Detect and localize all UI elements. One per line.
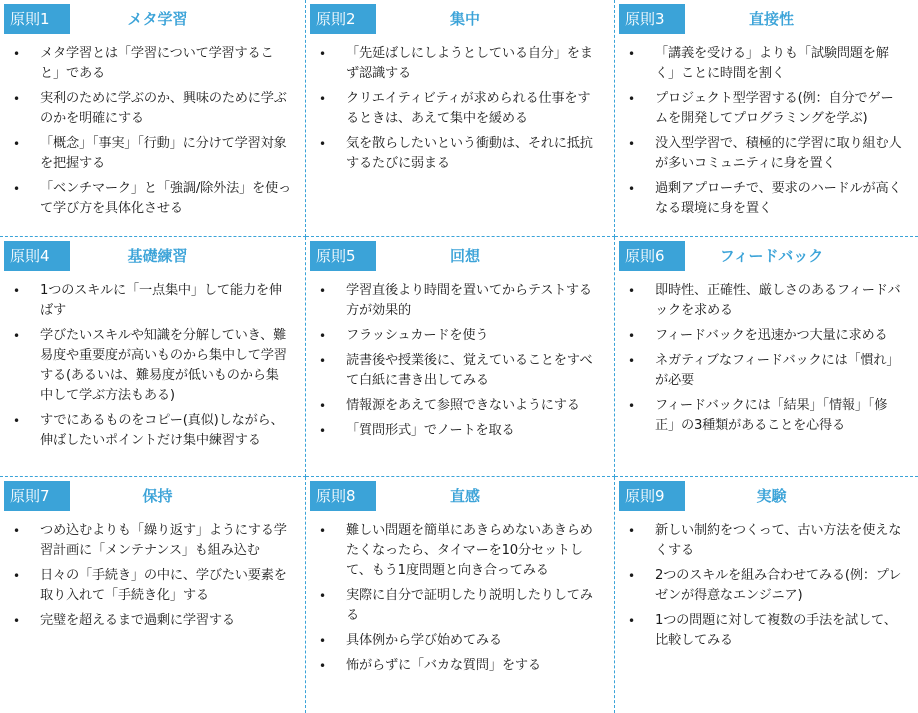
list-item: • ネガティブなフィードバックには「慣れ」が必要 <box>655 351 904 391</box>
principle-card-9 <box>615 477 918 713</box>
principle-card-3 <box>615 0 918 237</box>
principle-title: 直感 <box>449 487 480 505</box>
list-item: • 「質問形式」でノートを取る <box>346 421 600 441</box>
list-item: • 没入型学習で、積極的に学習に取り組む人が多いコミュニティに身を置く <box>655 134 904 174</box>
principle-card-4 <box>0 237 306 477</box>
list-item: • 「先延ばしにしようとしている自分」をまず認識する <box>346 44 600 84</box>
principle-title: 実験 <box>756 487 787 505</box>
list-item: • メタ学習とは「学習について学習すること」である <box>40 44 291 84</box>
list-item: • 「ベンチマーク」と「強調/除外法」を使って学び方を具体化させる <box>40 179 291 219</box>
list-item: • 即時性、正確性、厳しさのあるフィードバックを求める <box>655 281 904 321</box>
principle-list <box>615 277 918 436</box>
card-header <box>615 237 918 277</box>
list-item: • 怖がらずに「バカな質問」をする <box>346 656 600 676</box>
principle-card-7 <box>0 477 306 713</box>
principle-title: 保持 <box>142 487 173 505</box>
principle-list <box>306 40 614 174</box>
list-item: • 2つのスキルを組み合わせてみる(例：プレゼンが得意なエンジニア) <box>655 566 904 606</box>
list-item: • 学習直後より時間を置いてからテストする方が効果的 <box>346 281 600 321</box>
principle-card-2 <box>306 0 615 237</box>
list-item: • 新しい制約をつくって、古い方法を使えなくする <box>655 521 904 561</box>
card-header <box>0 0 305 40</box>
card-header <box>615 477 918 517</box>
list-item: • フィードバックを迅速かつ大量に求める <box>655 326 904 346</box>
principle-list <box>615 40 918 219</box>
principle-list <box>0 517 305 631</box>
card-header <box>306 0 614 40</box>
card-header <box>306 477 614 517</box>
principle-tag: 原則4 <box>4 241 70 271</box>
list-item: • 「概念」「事実」「行動」に分けて学習対象を把握する <box>40 134 291 174</box>
list-item: • プロジェクト型学習する(例：自分でゲームを開発してプログラミングを学ぶ) <box>655 89 904 129</box>
principle-card-5 <box>306 237 615 477</box>
principle-tag: 原則8 <box>310 481 376 511</box>
principle-list <box>0 277 305 451</box>
principle-list <box>306 517 614 676</box>
principle-card-6 <box>615 237 918 477</box>
list-item: • 1つのスキルに「一点集中」して能力を伸ばす <box>40 281 291 321</box>
list-item: • 難しい問題を簡単にあきらめないあきらめたくなったら、タイマーを10分セットして、もう1度問題と向き合ってみる <box>346 521 600 581</box>
principle-title: メタ学習 <box>127 10 188 28</box>
principle-title: 集中 <box>449 10 480 28</box>
principle-title: 直接性 <box>748 10 794 28</box>
card-header <box>0 237 305 277</box>
principle-tag: 原則5 <box>310 241 376 271</box>
principle-tag: 原則2 <box>310 4 376 34</box>
principle-tag: 原則7 <box>4 481 70 511</box>
principle-title: 回想 <box>449 247 480 265</box>
list-item: • フラッシュカードを使う <box>346 326 600 346</box>
principle-list <box>615 517 918 651</box>
list-item: • フィードバックには「結果」「情報」「修正」の3種類があることを心得る <box>655 396 904 436</box>
list-item: • 実利のために学ぶのか、興味のために学ぶのかを明確にする <box>40 89 291 129</box>
principle-card-8 <box>306 477 615 713</box>
list-item: • 気を散らしたいという衝動は、それに抵抗するたびに弱まる <box>346 134 600 174</box>
list-item: • 具体例から学び始めてみる <box>346 631 600 651</box>
list-item: • 過剰アプローチで、要求のハードルが高くなる環境に身を置く <box>655 179 904 219</box>
card-header <box>306 237 614 277</box>
list-item: • 読書後や授業後に、覚えていることをすべて白紙に書き出してみる <box>346 351 600 391</box>
list-item: • つめ込むよりも「繰り返す」ようにする学習計画に「メンテナンス」も組み込む <box>40 521 291 561</box>
principle-tag: 原則9 <box>619 481 685 511</box>
principle-tag: 原則6 <box>619 241 685 271</box>
card-header <box>0 477 305 517</box>
list-item: • 完璧を超えるまで過剰に学習する <box>40 611 291 631</box>
list-item: • 1つの問題に対して複数の手法を試して、比較してみる <box>655 611 904 651</box>
principle-tag: 原則1 <box>4 4 70 34</box>
card-header <box>615 0 918 40</box>
list-item: • 「講義を受ける」よりも「試験問題を解く」ことに時間を割く <box>655 44 904 84</box>
list-item: • 学びたいスキルや知識を分解していき、難易度や重要度が高いものから集中して学習する(あるいは、難易度が低いものから集中して学ぶ方法もある) <box>40 326 291 406</box>
principle-title: 基礎練習 <box>127 247 188 265</box>
list-item: • 情報源をあえて参照できないようにする <box>346 396 600 416</box>
principle-card-1 <box>0 0 306 237</box>
list-item: • すでにあるものをコピー(真似)しながら、伸ばしたいポイントだけ集中練習する <box>40 411 291 451</box>
list-item: • 実際に自分で証明したり説明したりしてみる <box>346 586 600 626</box>
principle-list <box>0 40 305 219</box>
principle-title: フィードバック <box>719 247 824 265</box>
list-item: • 日々の「手続き」の中に、学びたい要素を取り入れて「手続き化」する <box>40 566 291 606</box>
principle-list <box>306 277 614 441</box>
principle-tag: 原則3 <box>619 4 685 34</box>
list-item: • クリエイティビティが求められる仕事をするときは、あえて集中を緩める <box>346 89 600 129</box>
